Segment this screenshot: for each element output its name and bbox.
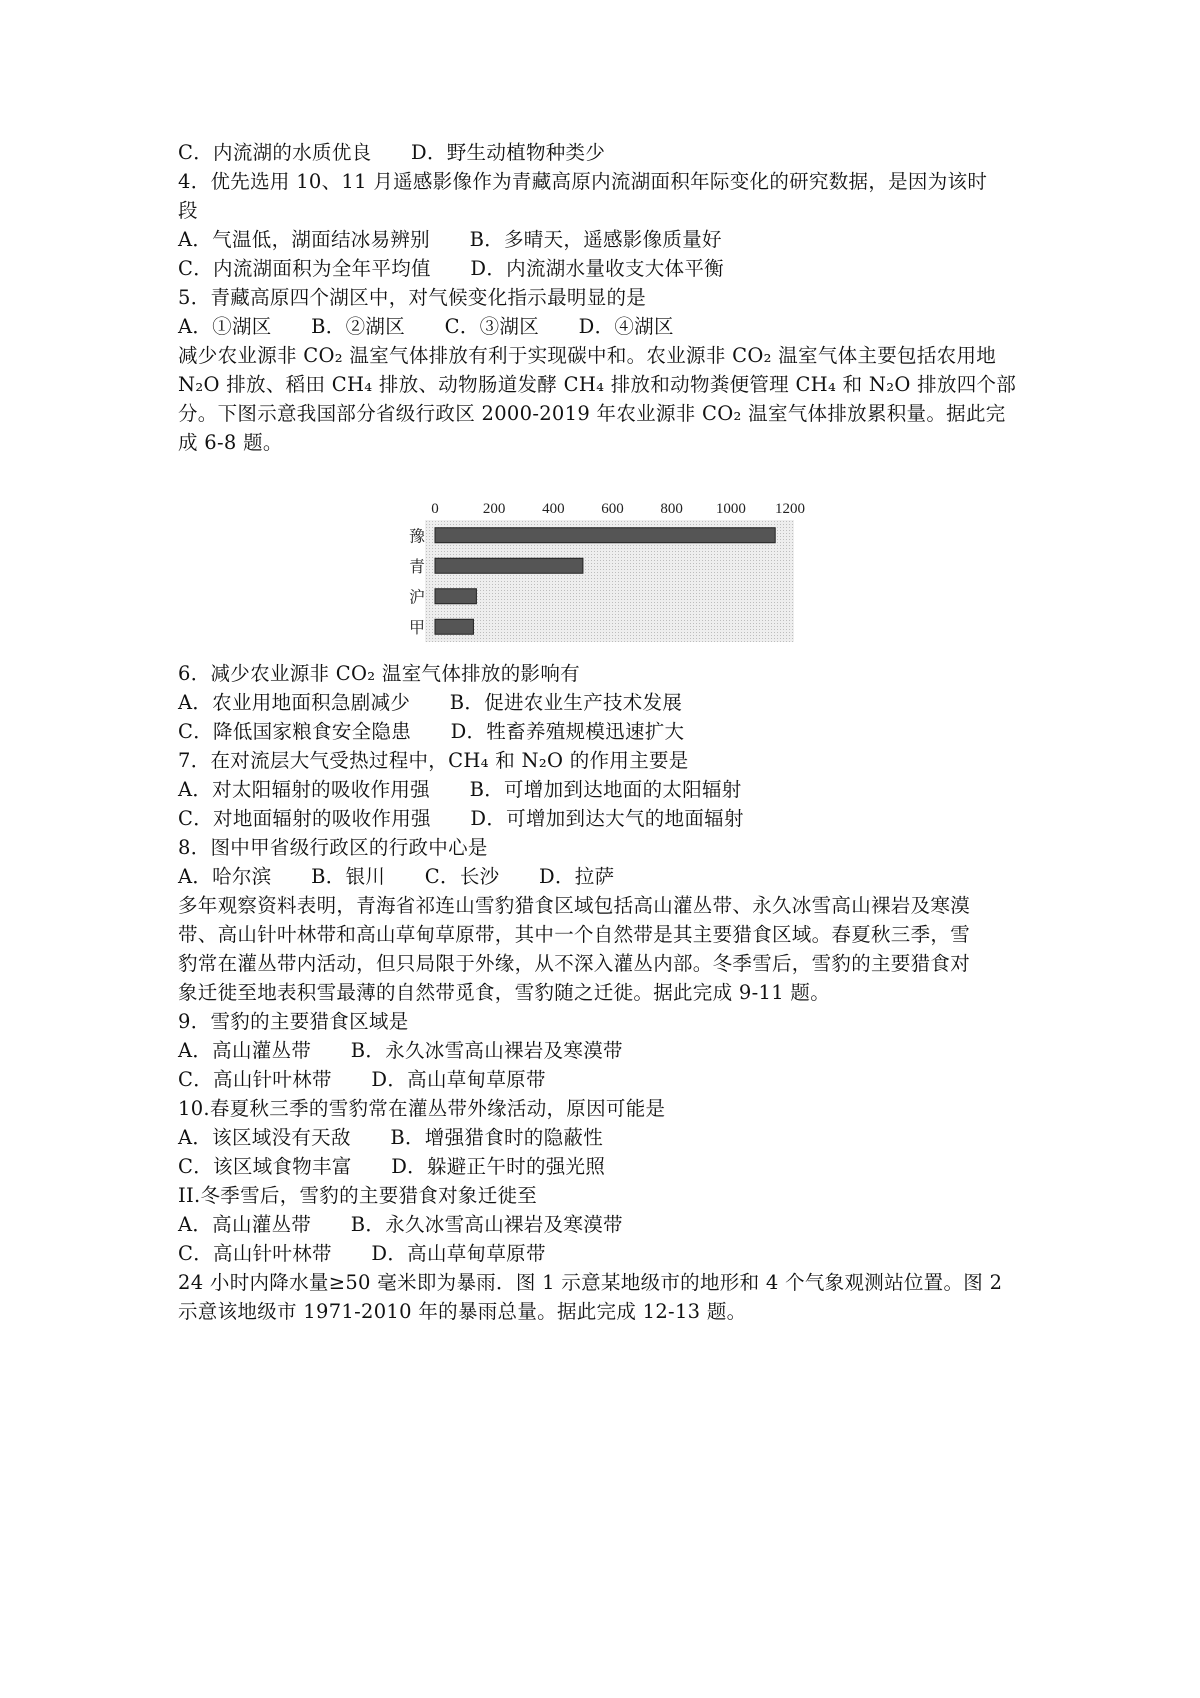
option-line: A．高山灌丛带 B．永久冰雪高山裸岩及寒漠带 bbox=[178, 1039, 623, 1062]
x-tick-label: 800 bbox=[660, 501, 683, 517]
category-label: 青 bbox=[408, 556, 426, 576]
option-line: A．该区域没有天敌 B．增强猎食时的隐蔽性 bbox=[178, 1126, 604, 1149]
passage-line: 减少农业源非 CO₂ 温室气体排放有利于实现碳中和。农业源非 CO₂ 温室气体主要包括农用地 bbox=[178, 344, 997, 367]
passage-line: 分。下图示意我国部分省级行政区 2000-2019 年农业源非 CO₂ 温室气体排放累积量。据此完 bbox=[178, 402, 1006, 425]
emission-bar-chart bbox=[405, 500, 805, 650]
option-line: C．高山针叶林带 D．高山草甸草原带 bbox=[178, 1242, 546, 1265]
x-tick-label: 0 bbox=[431, 501, 439, 517]
category-label: 甲 bbox=[408, 617, 426, 637]
question-8: 8．图中甲省级行政区的行政中心是 bbox=[178, 836, 488, 859]
question-7: 7．在对流层大气受热过程中，CH₄ 和 N₂O 的作用主要是 bbox=[178, 749, 689, 772]
bar-甲 bbox=[435, 619, 473, 634]
x-tick-label: 1200 bbox=[775, 501, 805, 517]
bar-沪 bbox=[435, 589, 476, 604]
bar-青 bbox=[435, 558, 583, 573]
option-line: A．农业用地面积急剧减少 B．促进农业生产技术发展 bbox=[178, 691, 683, 714]
passage-line: 多年观察资料表明，青海省祁连山雪豹猎食区域包括高山灌丛带、永久冰雪高山裸岩及寒漠 bbox=[178, 894, 971, 917]
question-11: II.冬季雪后，雪豹的主要猎食对象迁徙至 bbox=[178, 1184, 538, 1207]
category-label: 沪 bbox=[408, 587, 426, 607]
passage-line: 带、高山针叶林带和高山草甸草原带，其中一个自然带是其主要猎食区域。春夏秋三季，雪 bbox=[178, 923, 971, 946]
chart-svg bbox=[405, 500, 805, 650]
option-line: A．对太阳辐射的吸收作用强 B．可增加到达地面的太阳辐射 bbox=[178, 778, 742, 801]
x-tick-label: 600 bbox=[601, 501, 624, 517]
option-line: C．高山针叶林带 D．高山草甸草原带 bbox=[178, 1068, 546, 1091]
question-9: 9．雪豹的主要猎食区域是 bbox=[178, 1010, 409, 1033]
passage-line: 象迁徙至地表积雪最薄的自然带觅食，雪豹随之迁徙。据此完成 9-11 题。 bbox=[178, 981, 831, 1004]
question-6: 6．减少农业源非 CO₂ 温室气体排放的影响有 bbox=[178, 662, 580, 685]
category-label: 豫 bbox=[408, 526, 426, 546]
passage-line: 成 6-8 题。 bbox=[178, 431, 283, 454]
x-tick-label: 200 bbox=[482, 501, 506, 517]
passage-line: 示意该地级市 1971-2010 年的暴雨总量。据此完成 12-13 题。 bbox=[178, 1300, 747, 1323]
passage-line: 豹常在灌丛带内活动，但只局限于外缘，从不深入灌丛内部。冬季雪后，雪豹的主要猎食对 bbox=[178, 952, 971, 975]
option-line: A．①湖区 B．②湖区 C．③湖区 D．④湖区 bbox=[178, 315, 674, 338]
bar-豫 bbox=[435, 528, 775, 543]
passage-line: 24 小时内降水量≥50 毫米即为暴雨．图 1 示意某地级市的地形和 4 个气象观测站位置。图 2 bbox=[178, 1271, 1003, 1294]
option-line: A．哈尔滨 B．银川 C．长沙 D．拉萨 bbox=[178, 865, 615, 888]
question-4-continued: 段 bbox=[178, 199, 198, 222]
option-line: C．内流湖的水质优良 D．野生动植物种类少 bbox=[178, 141, 606, 164]
question-4: 4．优先选用 10、11 月遥感影像作为青藏高原内流湖面积年际变化的研究数据，是因为该时 bbox=[178, 170, 988, 193]
option-line: C．该区域食物丰富 D．躲避正午时的强光照 bbox=[178, 1155, 606, 1178]
option-line: C．内流湖面积为全年平均值 D．内流湖水量收支大体平衡 bbox=[178, 257, 724, 280]
question-5: 5．青藏高原四个湖区中，对气候变化指示最明显的是 bbox=[178, 286, 647, 309]
option-line: C．降低国家粮食安全隐患 D．牲畜养殖规模迅速扩大 bbox=[178, 720, 685, 743]
question-10: 10.春夏秋三季的雪豹常在灌丛带外缘活动，原因可能是 bbox=[178, 1097, 666, 1120]
option-line: A．高山灌丛带 B．永久冰雪高山裸岩及寒漠带 bbox=[178, 1213, 623, 1236]
option-line: A．气温低，湖面结冰易辨别 B．多晴天，遥感影像质量好 bbox=[178, 228, 722, 251]
option-line: C．对地面辐射的吸收作用强 D．可增加到达大气的地面辐射 bbox=[178, 807, 744, 830]
passage-line: N₂O 排放、稻田 CH₄ 排放、动物肠道发酵 CH₄ 排放和动物粪便管理 CH₄ 和 N₂O 排放四个部 bbox=[178, 373, 1017, 396]
x-tick-label: 1000 bbox=[715, 501, 746, 517]
x-tick-label: 400 bbox=[542, 501, 565, 517]
